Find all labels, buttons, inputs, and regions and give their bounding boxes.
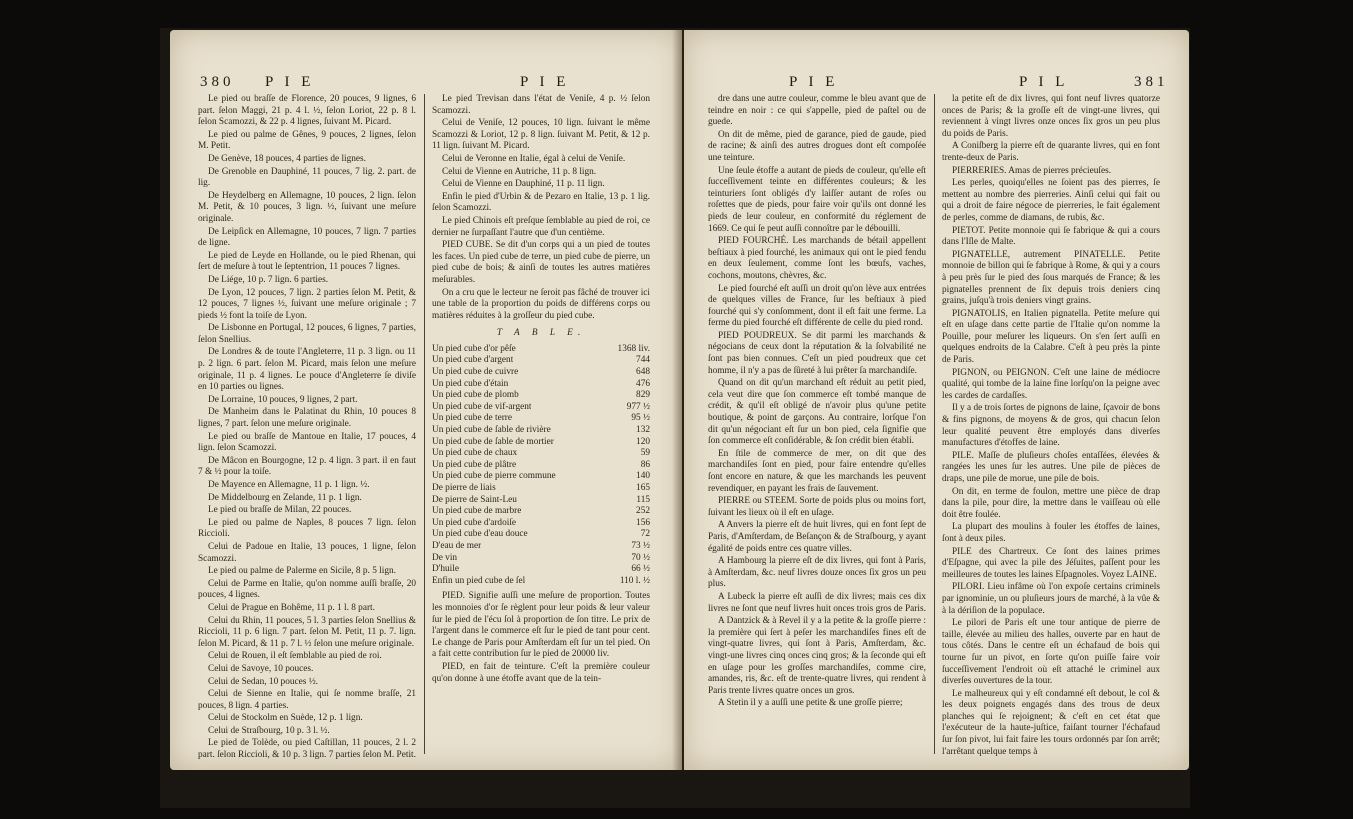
paragraph: A Anvers la pierre eſt de huit livres, qui en font ſept de Paris, d'Amſterdam, de Beſançon & de Straſbourg, y ayant égalité de poids entre ces quatre villes. [708,520,926,554]
running-head-right-col1: P I E [789,74,839,90]
table-row [432,437,650,449]
paragraph: Il y a de trois ſortes de pignons de laine, ſçavoir de bons & fins pignons, de moyens & de gros, qui chacun ſelon leur qualité peuvent être employés dans diverſes manufactures d'étoffes de laine. [942,403,1160,449]
paragraph: PIGNATELLE, autrement PINATELLE. Petite monnoie de billon qui ſe fabrique à Rome, & qui y a cours à peu près ſur le pied des ſous marqués de France; & les pignatelles prennent de ſix depuis trois deniers cinq grains, juſqu'à trois deniers vingt grains. [942,249,1160,307]
table-row-material: De vin [432,552,458,563]
page-number-left: 380 [200,74,235,90]
table-row [432,495,650,507]
weights-table [432,344,650,587]
table-row-weight: 977 ½ [626,401,650,412]
table-row-material: D'eau de mer [432,540,482,551]
paragraph: De Manheim dans le Palatinat du Rhin, 10 pouces 8 lignes, 7 part. ſelon une meſure originale. [198,407,416,430]
table-row-material: Un pied cube de ſable de rivière [432,425,551,436]
table-row [432,344,650,356]
paragraph: A Stetin il y a auſſi une petite & une groſſe pierre; [718,698,903,709]
paragraph: Le malheureux qui y eſt condamné eſt debout, le col & les deux poignets engagés dans des trous de deux planches qui ſe rejoignent; & c'eſt en cet état que l'exécuteur de la haute-juſtice, faiſant tourner l'échafaud ſur ſon pivot, lui fait faire les tours ordonnés par ſon arrêt; l'arrêtant quelque temps à [942,688,1160,757]
table-row-weight: 59 [640,448,650,459]
paragraph: De Grenoble en Dauphiné, 11 pouces, 7 lig. 2. part. de lig. [198,166,416,189]
paragraph: Le pied Chinois eſt preſque ſemblable au pied de roi, ce dernier ne ſurpaſſant l'autre que d'un centième. [432,215,650,238]
right-page [684,30,1189,770]
paragraph: De Liége, 10 p. 7 lign. 6 parties. [208,274,329,285]
table-row-material: Enfin un pied cube de ſel [432,575,526,586]
paragraph: Les perles, quoiqu'elles ne ſoient pas des pierres, ſe mettent au nombre des pierreries. Ainſi celui qui fait ou qui a droit de faire négoce de pierreries, le fait également de perles, comme de diamans, de rubis, &c. [942,178,1160,223]
table-row-material: D'huile [432,564,459,575]
table-row [432,576,650,588]
paragraph: De Lisbonne en Portugal, 12 pouces, 6 lignes, 7 parties, ſelon Snellius. [198,323,416,345]
paragraph: Enfin le pied d'Urbin & de Pezaro en Italie, 13 p. 1 lig. ſelon Scamozzi. [432,191,650,214]
paragraph: Celui de Parme en Italie, qu'on nomme auſſi braſſe, 20 pouces, 4 lignes. [198,578,416,601]
paragraph: Celui de Straſbourg, 10 p. 3 l. ½. [208,725,330,736]
left-page-column-2 [432,94,650,686]
table-row [432,553,650,565]
paragraph: De Middelbourg en Zelande, 11 p. 1 lign. [208,492,362,503]
running-head-left-col1: P I E [265,74,315,90]
paragraph: On dit, en terme de foulon, mettre une pièce de drap dans la pile, pour dire, la mettre dans le vaiſſeau où elle doit être foulée. [942,486,1160,520]
paragraph: On a cru que le lecteur ne ſeroit pas fâché de trouver ici une table de la proportion du poids de différens corps ou matières réduites à la groſſeur du pied cube. [432,287,650,321]
paragraph: Le pied fourché eſt auſſi un droit qu'on lève aux entrées de quelques villes de France, ſur les beſtiaux à pied fourché qui s'y conſomment, dont il eſt fait une ferme. La ferme du pied fourché eſt différente de celle du pied rond. [708,283,926,329]
table-row [432,564,650,576]
table-row-material: De pierre de Saint-Leu [432,494,517,505]
paragraph: De Mâcon en Bourgogne, 12 p. 4 lign. 3 part. il en faut 7 & ½ pour la toiſe. [198,455,416,478]
table-row-weight: 110 l. ½ [619,575,650,586]
paragraph: PIETOT. Petite monnoie qui ſe fabrique & qui a cours dans l'Iſle de Malte. [942,225,1160,248]
table-row-weight: 73 ½ [631,540,650,551]
right-page-column-1 [708,94,926,711]
table-row [432,506,650,518]
table-row-material: Un pied cube d'ardoiſe [432,517,517,528]
table-row [432,367,650,379]
table-row-material: Un pied cube d'eau douce [432,529,528,540]
table-row-material: Un pied cube d'argent [432,355,514,366]
paragraph: PIED CUBE. Se dit d'un corps qui a un pied de toutes les faces. Un pied cube de terre, un pied cube de pierre, un pied cube de bois; & ainſi de toutes les autres matières meſurables. [432,240,650,285]
paragraph: Celui de Sedan, 10 pouces ½. [208,676,318,687]
paragraph: A Dantzick & à Revel il y a la petite & la groſſe pierre : la première qui ſert à peſer les marchandiſes fines eſt de vingt-quatre livres, qui ſont à Paris, Amſterdam, &c. vingt-une livres cinq onces cinq gros; & la ſeconde qui eſt en uſage pour les groſſes marchandiſes, comme cire, amandes, ris, &c. eſt de trente-quatre livres, qui rendent à Paris trente livres quatre onces un gros. [708,616,926,696]
paragraph: A Coniſberg la pierre eſt de quarante livres, qui en font trente-deux de Paris. [942,141,1160,163]
table-row-weight: 476 [636,378,650,389]
running-head-left-col2: P I E [520,74,570,90]
page-number-right: 381 [1134,74,1169,90]
table-row-material: De pierre de liais [432,483,496,493]
paragraph: Le pied de Tolède, ou pied Caſtillan, 11 pouces, 2 l. 2 part. ſelon Riccioli, & 10 p. 3 lign. 7 parties ſelon M. Petit. [198,738,416,761]
table-row [432,448,650,460]
paragraph: Celui de Savoye, 10 pouces. [208,663,314,674]
paragraph: Le pied ou braſſe de Mantoue en Italie, 17 pouces, 4 lign. ſelon Scamozzi. [198,431,416,454]
paragraph: Celui de Sienne en Italie, qui ſe nomme braſſe, 21 pouces, 8 lign. 4 parties. [198,689,416,711]
table-row [432,529,650,541]
table-row-material: Un pied cube de ſable de mortier [432,436,554,447]
paragraph: La plupart des moulins à fouler les étoffes de laines, ſont à deux piles. [942,522,1160,544]
paragraph: PIED FOURCHÉ. Les marchands de bétail appellent beſtiaux à pied fourché, les animaux qui ont le pied fendu en deux ſeulement, comme ſont les bœufs, vaches, cochons, moutons, chèvres, &c. [708,236,926,281]
paragraph: De Lorraine, 10 pouces, 9 lignes, 2 part. [208,394,358,405]
running-head-right-col2: P I L [1019,74,1069,90]
paragraph: De Leipſick en Allemagne, 10 pouces, 7 lign. 7 parties de ligne. [198,226,416,249]
table-row-weight: 1368 liv. [617,343,650,354]
paragraph: De Mayence en Allemagne, 11 p. 1 lign. ½. [208,480,370,490]
paragraph: Quand on dit qu'un marchand eſt réduit au petit pied, cela veut dire que ſon commerce eſt tombé manque de crédit, & qu'il eſt obligé de n'avoir plus qu'une petite boutique, & point de garçons. Au contraire, lorſque l'on dit qu'un négociant eſt ſur un bon pied, cela ſignifie que ſon commerce eſt conſidérable, & ſon crédit bien établi. [708,378,926,447]
table-row-material: Un pied cube d'or pêſe [432,343,516,354]
paragraph: PIGNON, ou PEIGNON. C'eſt une laine de médiocre qualité, qui tombe de la laine fine lorſqu'on la peigne avec les cardes de cardaſſes. [942,367,1160,401]
table-row [432,541,650,553]
table-row-weight: 648 [636,367,650,378]
paragraph: PIED POUDREUX. Se dit parmi les marchands & négocians de ceux dont la réputation & la ſolvabilité ne ſont pas bien connues. C'eſt un pied poudreux que cet homme, il n'y a pas de ſûreté à lui prêter ſa marchandiſe. [708,330,926,376]
paragraph: Le pied ou palme de Palerme en Sicile, 8 p. 5 lign. [208,566,396,577]
paragraph: Celui de Stockolm en Suède, 12 p. 1 lign. [208,713,363,724]
paragraph: De Genève, 18 pouces, 4 parties de lignes. [208,153,366,164]
paragraph: De Lyon, 12 pouces, 7 lign. 2 parties ſelon M. Petit, & 12 pouces, 7 lignes ½, ſuivant une meſure originale ; 7 pieds ½ font la toiſe de Lyon. [198,287,416,321]
table-row [432,413,650,425]
table-row [432,471,650,483]
column-rule [424,94,425,754]
table-row-weight: 86 [640,459,650,470]
paragraph: Le pied Trevisan dans l'état de Veniſe, 4 p. ½ ſelon Scamozzi. [432,94,650,116]
table-row [432,425,650,437]
table-row-material: Un pied cube de plomb [432,390,519,401]
table-row-material: Un pied cube de terre [432,413,513,424]
paragraph: Celui de Rouen, il eſt ſemblable au pied de roi. [208,651,382,662]
paragraph: PIERRERIES. Amas de pierres précieuſes. [952,165,1112,176]
paragraph: Celui du Rhin, 11 pouces, 5 l. 3 parties ſelon Snellius & Riccioli, 11 p. 6 lign. 7 part. ſelon M. Petit, 11 p. 7. lign. ſelon M. Picard, & 11 p. 7 l. ½ ſelon une meſure originale. [198,615,416,649]
column-rule [934,94,935,754]
paragraph: Celui de Veronne en Italie, égal à celui de Veniſe. [442,153,626,164]
paragraph: Celui de Prague en Bohême, 11 p. 1 l. 8 part. [208,602,375,613]
paragraph: PIERRE ou STEEM. Sorte de poids plus ou moins fort, ſuivant les lieux où il eſt en uſage. [708,496,926,518]
paragraph: Le pied ou palme de Naples, 8 pouces 7 lign. ſelon Riccioli. [198,517,416,540]
paragraph: PILORI. Lieu infâme où l'on expoſe certains criminels par ignominie, un ou pluſieurs jours de marché, à la vûe & à la dériſion de la populace. [942,582,1160,616]
right-page-column-2 [942,94,1160,759]
paragraph: On dit de même, pied de garance, pied de gaude, pied de racine; & ainſi des autres drogues dont eſt compoſée une teinture. [708,129,926,163]
table-row-material: Un pied cube de pierre commune [432,471,556,482]
table-row-weight: 95 ½ [631,413,650,424]
paragraph: PIGNATOLIS, en Italien pignatella. Petite meſure qui eſt en uſage dans cette partie de l'Italie qu'on nomme la Pouille, pour meſurer les liqueurs. On s'en ſert auſſi en quelques endroits de la Calabre. C'eſt à peu près la pinte de Paris. [942,308,1160,366]
table-row-weight: 72 [640,529,650,540]
table-row [432,390,650,402]
paragraph: dre dans une autre couleur, comme le bleu avant que de teindre en noir : ce qui s'appelle, pied de paſtel ou de guede. [708,94,926,128]
table-row-weight: 132 [636,425,650,436]
table-row [432,518,650,530]
table-row [432,402,650,414]
table-row-material: Un pied cube de chaux [432,448,518,459]
paragraph: De Londres & de toute l'Angleterre, 11 p. 3 lign. ou 11 p. 2 lign. 6 part. ſelon M. Picard, mais ſelon une meſure originale, 11 p. 4 lignes. Le pouce d'Angleterre ſe diviſe en 10 parties ou lignes. [198,347,416,393]
paragraph: A Lubeck la pierre eſt auſſi de dix livres; mais ces dix livres ne ſont que neuf livres huit onces trois gros de Paris. [708,591,926,614]
paragraph: Le pilori de Paris eſt une tour antique de pierre de taille, élevée au milieu des halles, ouverte par en haut de tous côtés. Dans le centre eſt un échafaud de bois qui tourne ſur un pivot, en ſorte qu'on puiſſe faire voir ſucceſſivement l'endroit où eſt attaché le criminel aux diverſes ouvertures de la tour. [942,618,1160,687]
paragraph: Le pied ou braſſe de Milan, 22 pouces. [208,505,352,516]
paragraph: Celui de Vienne en Dauphiné, 11 p. 11 lign. [442,179,605,190]
left-page [170,30,682,770]
table-row-material: Un pied cube de vif-argent [432,401,532,412]
table-row-weight: 156 [636,517,650,528]
table-row [432,355,650,367]
table-row-weight: 120 [636,436,650,447]
table-row-material: Un pied cube de marbre [432,506,522,517]
table-title: T A B L E. [496,328,586,339]
table-row-weight: 252 [636,506,650,517]
table-row-weight: 165 [636,483,650,493]
paragraph: PIED. Signifie auſſi une meſure de proportion. Toutes les monnoies d'or ſe règlent pour leur poids & leur valeur ſur le pied de l'écu ſol à proportion de ſon titre. Le prix de l'argent dans le commerce eſt ſur le pied de tant pour cent. Le change de Paris pour Amſterdam eſt ſur un tel pied. On a fait cette contribution ſur le pied de 20000 liv. [432,591,650,660]
table-row-material: Un pied cube d'étain [432,378,509,389]
paragraph: Celui de Vienne en Autriche, 11 p. 8 lign. [442,166,597,177]
paragraph: Le pied de Leyde en Hollande, ou le pied Rhenan, qui ſert de meſure à tout le ſeptentrion, 11 pouces 7 lignes. [198,250,416,273]
paragraph: Le pied ou braſſe de Florence, 20 pouces, 9 lignes, 6 part. ſelon Maggi, 21 p. 4 l. ½, ſelon Loriot, 22 p. 8 l. ſelon Scamozzi, & 22 p. 4 lignes, ſuivant M. Picard. [198,94,416,128]
paragraph: PILE des Chartreux. Ce ſont des laines primes d'Eſpagne, qui avec la pile des Jéſuites, paſſent pour les meilleures de toutes les laines Eſpagnoles. Voyez LAINE. [942,546,1160,580]
table-row-weight: 70 ½ [631,552,650,563]
paragraph: De Heydelberg en Allemagne, 10 pouces, 2 lign. ſelon M. Petit, & 10 pouces, 3 lign. ½, ſuivant une meſure originale. [198,190,416,224]
table-row-weight: 140 [636,471,650,482]
table-row-weight: 829 [636,390,650,401]
table-row-weight: 115 [636,494,650,505]
table-row [432,460,650,472]
paragraph: Une ſeule étoffe a autant de pieds de couleur, qu'elle eſt ſucceſſivement teinte en différentes couleurs; & les teinturiers ſont obligés d'y laiſſer autant de roſes ou roſettes que de pieds, pour faire voir qu'ils ont donné les pieds de leur couleur, en conformité du réglement de 1669. Ce qui ſe peut auſſi connoître par le débouilli. [708,165,926,234]
paragraph: En ſtile de commerce de mer, on dit que des marchandiſes ſont en pied, pour faire entendre qu'elles ſont encore en nature, & que les marchands les peuvent revendiquer, en payant les frais de ſauvement. [708,448,926,494]
left-page-column-1 [198,94,416,763]
table-row [432,483,650,495]
table-row-material: Un pied cube de plâtre [432,459,517,470]
table-row-material: Un pied cube de cuivre [432,367,519,378]
paragraph: Celui de Padoue en Italie, 13 pouces, 1 ligne, ſelon Scamozzi. [198,541,416,564]
table-row-weight: 66 ½ [631,564,650,575]
paragraph: la petite eſt de dix livres, qui font neuf livres quatorze onces de Paris; & la groſſe eſt de vingt-une livres, qui reviennent à vingt livres onze onces ſix gros un peu plus du poids de Paris. [942,94,1160,139]
paragraph: PIED, en fait de teinture. C'eſt la première couleur qu'on donne à une étoffe avant que de la tein- [432,661,650,684]
table-row [432,379,650,391]
paragraph: Le pied ou palme de Gênes, 9 pouces, 2 lignes, ſelon M. Petit. [198,129,416,152]
paragraph: A Hambourg la pierre eſt de dix livres, qui font à Paris, à Amſterdam, &c. neuf livres douze onces ſix gros un peu plus. [708,556,926,590]
paragraph: Celui de Veniſe, 12 pouces, 10 lign. ſuivant le même Scamozzi & Loriot, 12 p. 8 lign. ſuivant M. Petit, & 12 p. 11 lign. ſuivant M. Picard. [432,118,650,152]
table-row-weight: 744 [636,355,650,366]
paragraph: PILE. Maſſe de pluſieurs choſes entaſſées, élevées & rangées les unes ſur les autres. Une pile de pièces de draps, une pile de morue, une pile de bois. [942,450,1160,484]
